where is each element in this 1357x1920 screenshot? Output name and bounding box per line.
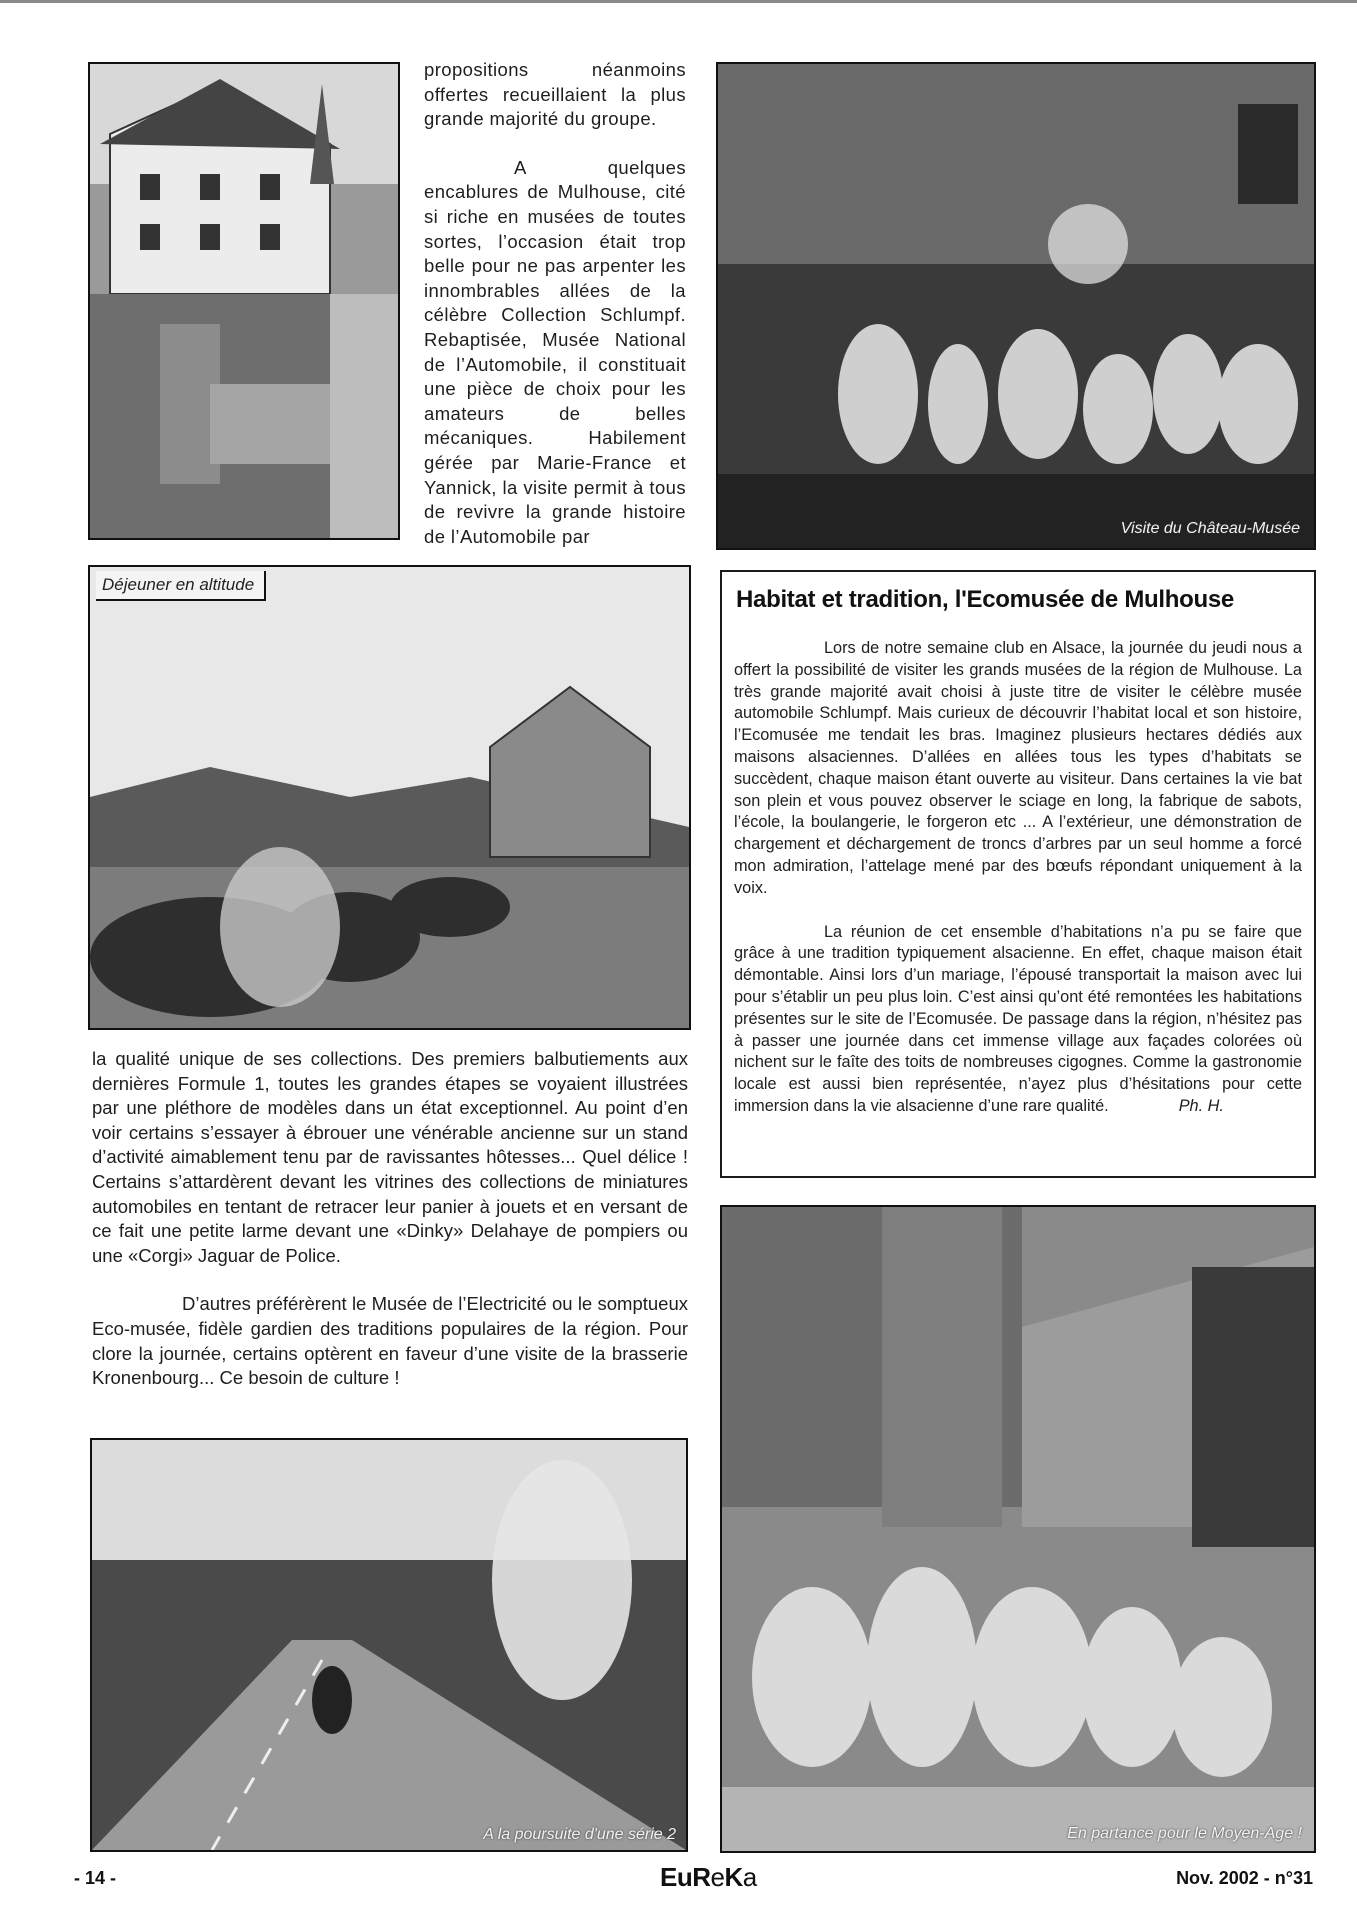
logo-part: e [710,1862,725,1892]
photo-caption: A la poursuite d'une série 2 [483,1826,676,1843]
logo-part: R [692,1862,711,1892]
photo-group-castle [720,1205,1316,1853]
page-number: - 14 - [74,1868,117,1888]
sidebar-article-title: Habitat et tradition, l'Ecomusée de Mulhouse [736,586,1234,613]
photo-caption: Déjeuner en altitude [96,571,266,601]
photo-caption: Visite du Château-Musée [1120,520,1300,537]
photo-lunch-altitude [88,565,691,1030]
sidebar-paragraph: Lors de notre semaine club en Alsace, la journée du jeudi nous a offert la possibilité de visiter les grands musées de la région de Mulhouse. La très grande majorité avait choisi à juste titre de visiter le célèbre musée automobile Schlumpf. Mais curieux de découvrir l’habitat local et son histoire, l’Ecomusée me tendait les bras. Imaginez plusieurs hectares dédiés aux maisons alsaciennes. D’allées en allées tous les types d’habitats se succèdent, chaque maison étant ouverte au visiteur. Dans certaines la vie bat son plein et vous pouvez observer le sciage en long, la fabrique de sabots, l’école, la boulangerie, le forgeron etc ... A l’extérieur, une démonstration de chargement et déchargement de troncs d’arbres par un seul homme a forcé mon admiration, l’attelage mené par des bœufs répondant uniquement à la voix. [734,639,1302,897]
sidebar-article-body [734,638,1302,1118]
article-main-column-bottom [92,1047,688,1391]
village-house-image [90,64,398,538]
group-castle-image [722,1207,1314,1851]
author-signature: Ph. H. [1178,1096,1224,1115]
sidebar-article-box [720,570,1316,1178]
photo-road-chase [90,1438,688,1852]
article-paragraph: la qualité unique de ses collections. Des premiers balbutiements aux dernières Formule 1, toutes les grandes étapes se voyaient illustrées par une pléthore de modèles dans un état exceptionnel. Au point d’en voir certains s’essayer à ébrouer une vénérable ancienne sur un stand d’activité aimablement tenu par de ravissantes hôtesses... Quel délice ! Certains s’attardèrent devant les vitrines des collections de miniatures automobiles en tentant de retracer leur panier à jouets et en versant de ce fait une petite larme devant une «Dinky» Delahaye de pompiers ou une «Corgi» Jaguar de Police. [92,1048,688,1266]
chateau-interior-image [718,64,1314,548]
logo-part: K [724,1862,743,1892]
sidebar-paragraph [734,922,1302,1118]
logo-part: a [742,1862,757,1892]
publication-logo [660,1862,757,1893]
article-paragraph: propositions néanmoins offertes recueillaient la plus grande majorité du groupe. [424,59,686,130]
issue-date: Nov. 2002 - n°31 [1176,1868,1313,1888]
photo-caption: En partance pour le Moyen-Age ! [1067,1825,1302,1842]
lunch-altitude-image [90,567,689,1028]
article-paragraph: A quelques encablures de Mulhouse, cité si riche en musées de toutes sortes, l’occasion était trop belle pour ne pas arpenter les innombrables allées de la célèbre Collection Schlumpf. Rebaptisée, Musée National de l’Automobile, il constituait une pièce de choix pour les amateurs de belles mécaniques. Habilement gérée par Marie-France et Yannick, la visite permit à tous de revivre la grande histoire de l’Automobile par [424,156,686,547]
logo-part: Eu [660,1862,693,1892]
sidebar-paragraph-text: La réunion de cet ensemble d’habitations n’a pu se faire que grâce à une tradition typiquement alsacienne. En effet, chaque maison était démontable. Ainsi lors d’un mariage, l’épousé transportait la maison avec lui pour s’établir un peu plus loin. C’est ainsi qu’ont été remontées les habitations présentes sur le site de l’Ecomusée. De passage dans la région, n’hésitez pas à passer une journée dans cet immense village aux façades colorées où nichent sur le faîte des toits de nombreuses cigognes. Comme la gastronomie locale est aussi bien représentée, n’ayez plus d’hésitations pour cette immersion dans la vie alsacienne d’une rare qualité. [734,922,1302,1115]
photo-chateau-interior [716,62,1316,550]
road-chase-image [92,1440,686,1850]
page-top-rule [0,0,1357,3]
article-paragraph: D’autres préférèrent le Musée de l’Electricité ou le somptueux Eco-musée, fidèle gardien des traditions populaires de la région. Pour clore la journée, certains optèrent en faveur d’une visite de la brasserie Kronenbourg... Ce besoin de culture ! [92,1293,688,1389]
article-main-column-top [424,58,686,549]
photo-village-house [88,62,400,540]
